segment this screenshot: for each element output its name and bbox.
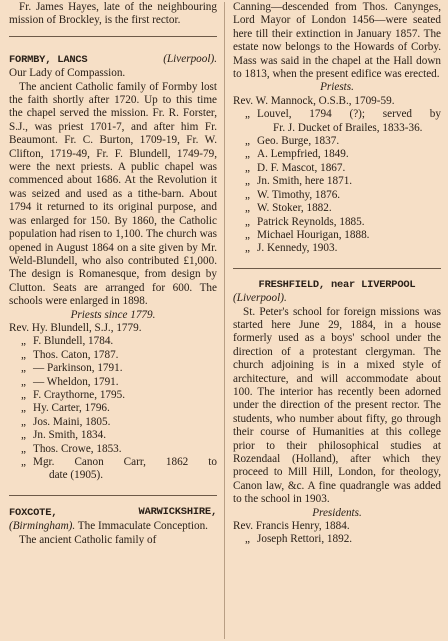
- ditto-mark: „: [21, 442, 26, 455]
- foxcote-body: The ancient Catholic family of: [19, 533, 157, 546]
- priest-name: Jos. Maini, 1805.: [33, 415, 111, 428]
- list-item: [9, 429, 217, 442]
- list-item: [9, 349, 217, 362]
- priest-name: W. Stoker, 1882.: [257, 202, 332, 215]
- priest-name: Louvel, 1794 (?); served by: [257, 108, 441, 121]
- foxcote-priests-list: [233, 95, 441, 256]
- ditto-mark: „: [245, 242, 250, 255]
- ditto-mark: „: [245, 188, 250, 201]
- list-item: [9, 376, 217, 389]
- ditto-mark: „: [245, 108, 250, 121]
- brockley-paragraph: Fr. James Hayes, late of the neighbouring mission of Brockley, is the first rector.: [9, 1, 217, 27]
- ditto-mark: „: [21, 375, 26, 388]
- ditto-mark: „: [21, 429, 26, 442]
- ditto-mark: „: [245, 228, 250, 241]
- priest-name: F. Blundell, 1784.: [33, 335, 114, 348]
- list-item: [233, 95, 441, 108]
- list-item: [233, 216, 441, 229]
- list-item: [233, 520, 441, 533]
- ditto-mark: „: [21, 335, 26, 348]
- ditto-mark: „: [245, 175, 250, 188]
- list-item: [9, 443, 217, 456]
- freshfield-presidents-list: [233, 520, 441, 547]
- priest-name: Jn. Smith, 1834.: [33, 429, 107, 442]
- ditto-mark: „: [245, 533, 250, 546]
- priest-name: D. F. Mascot, 1867.: [257, 161, 346, 174]
- column-divider: [224, 2, 225, 639]
- foxcote-dedication: The Immaculate Conception.: [77, 520, 208, 533]
- list-item: [9, 362, 217, 375]
- freshfield-presidents-heading: Presidents.: [312, 506, 362, 519]
- freshfield-diocese: (Liverpool).: [233, 292, 287, 305]
- section-rule: [9, 36, 217, 37]
- priest-name: — Wheldon, 1791.: [33, 375, 119, 388]
- list-item: [233, 162, 441, 175]
- formby-body: The ancient Catholic family of Formby lost the faith shortly after 1720. Up to this time the chapel served the mission. Fr. R. Forster, S.J., was priest 1701-7, and after him Fr. Beaumont. Fr. C. Burton, 1709-19, Fr. W. Clifton, 1719-49, Fr. F. Blundell, 1749-79, were the next priests. A public chapel was commenced about 1686. At the Revolution it was seized and used as a tithe-barn. About 1794 it returned to its original purpose, and was enlarged for 150. By 1860, the Catholic population had risen to 1,100. The church was opened in August 1864 on a site given by Mr. Weld-Blundell, who also contributed £1,000. The design is Romanesque, from design by Clutton. Seats are arranged for 600. The schools were enlarged in 1898.: [9, 80, 217, 308]
- formby-headline: [9, 53, 217, 67]
- ditto-mark: „: [21, 402, 26, 415]
- ditto-mark: „: [245, 161, 250, 174]
- list-item: [233, 175, 441, 188]
- list-item: [233, 229, 441, 242]
- list-item: [9, 469, 217, 482]
- formby-priests-list: [9, 322, 217, 483]
- list-item: [233, 202, 441, 215]
- list-item: [233, 242, 441, 255]
- list-item: [9, 335, 217, 348]
- section-rule: [233, 268, 441, 269]
- ditto-mark: „: [245, 148, 250, 161]
- foxcote-heading-a: FOXCOTE,: [9, 506, 58, 519]
- list-item: [9, 322, 217, 335]
- priest-name: Geo. Burge, 1837.: [257, 135, 340, 148]
- priest-name: — Parkinson, 1791.: [33, 362, 123, 375]
- priest-dates: date (1905).: [49, 469, 104, 482]
- foxcote-priests-heading: Priests.: [320, 81, 354, 94]
- priest-name: Mgr. Canon Carr, 1862 to: [33, 456, 217, 468]
- ditto-mark: „: [21, 362, 26, 375]
- foxcote-dedication-line: [9, 520, 217, 533]
- formby-dedication: Our Lady of Compassion.: [9, 67, 126, 80]
- freshfield-heading: FRESHFIELD, near LIVERPOOL: [258, 278, 416, 291]
- priest-name: Michael Hourigan, 1888.: [257, 228, 370, 241]
- left-column: [9, 0, 217, 547]
- list-item: [233, 122, 441, 135]
- priest-name: J. Kennedy, 1903.: [257, 242, 338, 255]
- freshfield-body: St. Peter's school for foreign missions was started here June 29, 1884, in a house formerly used as a boys' school under the direction of a protestant clergyman. The church adjoining is in a mixed style of architecture, and will accommodate about 100. The interior has recently been adorned under the direction of the present rector. The students, who number about fifty, go through their course of Humanities at this college prior to their philosophical studies at Rozendaal (Holland), after which they proceed to Mill Hill, London, for theology, Canon law, &c. A fine quadrangle was added to the school in 1903.: [233, 305, 441, 506]
- list-item: [233, 533, 441, 546]
- formby-priests-heading: Priests since 1779.: [70, 308, 156, 321]
- priest-name: W. Timothy, 1876.: [257, 188, 341, 201]
- ditto-mark: „: [245, 135, 250, 148]
- list-item: [233, 148, 441, 161]
- ditto-mark: „: [245, 215, 250, 228]
- priest-name: Rev. Hy. Blundell, S.J., 1779.: [9, 321, 142, 334]
- priest-dates: Fr. J. Ducket of Brailes, 1833-36.: [273, 121, 423, 134]
- canning-paragraph: Canning—descended from Thos. Canynges, Lord Mayor of London 1456—were seated here till their extinction in January 1857. The estate now belongs to the Howards of Corby. Mass was said in the chapel at the Hall down to 1813, when the present edifice was erected.: [233, 1, 441, 81]
- ditto-mark: „: [21, 456, 26, 468]
- priest-name: Thos. Crowe, 1853.: [33, 442, 122, 455]
- ditto-mark: „: [21, 415, 26, 428]
- priest-name: Patrick Reynolds, 1885.: [257, 215, 365, 228]
- foxcote-diocese: (Birmingham).: [9, 520, 76, 533]
- right-column: [233, 0, 441, 547]
- ditto-mark: „: [21, 388, 26, 401]
- formby-diocese: (Liverpool).: [163, 52, 217, 65]
- ditto-mark: „: [21, 348, 26, 361]
- priest-name: Hy. Carter, 1796.: [33, 402, 110, 415]
- formby-heading: FORMBY, LANCS: [9, 53, 88, 66]
- ditto-mark: „: [245, 202, 250, 215]
- list-item: [9, 456, 217, 469]
- list-item: [9, 416, 217, 429]
- priest-name: A. Lempfried, 1849.: [257, 148, 349, 161]
- list-item: [9, 389, 217, 402]
- priest-name: Rev. W. Mannock, O.S.B., 1709-59.: [233, 94, 395, 107]
- foxcote-headline: [9, 506, 217, 520]
- president-name: Rev. Francis Henry, 1884.: [233, 520, 350, 533]
- section-rule: [9, 495, 217, 496]
- priest-name: Thos. Caton, 1787.: [33, 348, 119, 361]
- priest-name: Jn. Smith, here 1871.: [257, 175, 353, 188]
- president-name: Joseph Rettori, 1892.: [257, 533, 353, 546]
- foxcote-heading-b: WARWICKSHIRE,: [138, 505, 217, 518]
- list-item: [233, 189, 441, 202]
- list-item: [233, 108, 441, 121]
- list-item: [9, 402, 217, 415]
- list-item: [233, 135, 441, 148]
- priest-name: F. Craythorne, 1795.: [33, 388, 126, 401]
